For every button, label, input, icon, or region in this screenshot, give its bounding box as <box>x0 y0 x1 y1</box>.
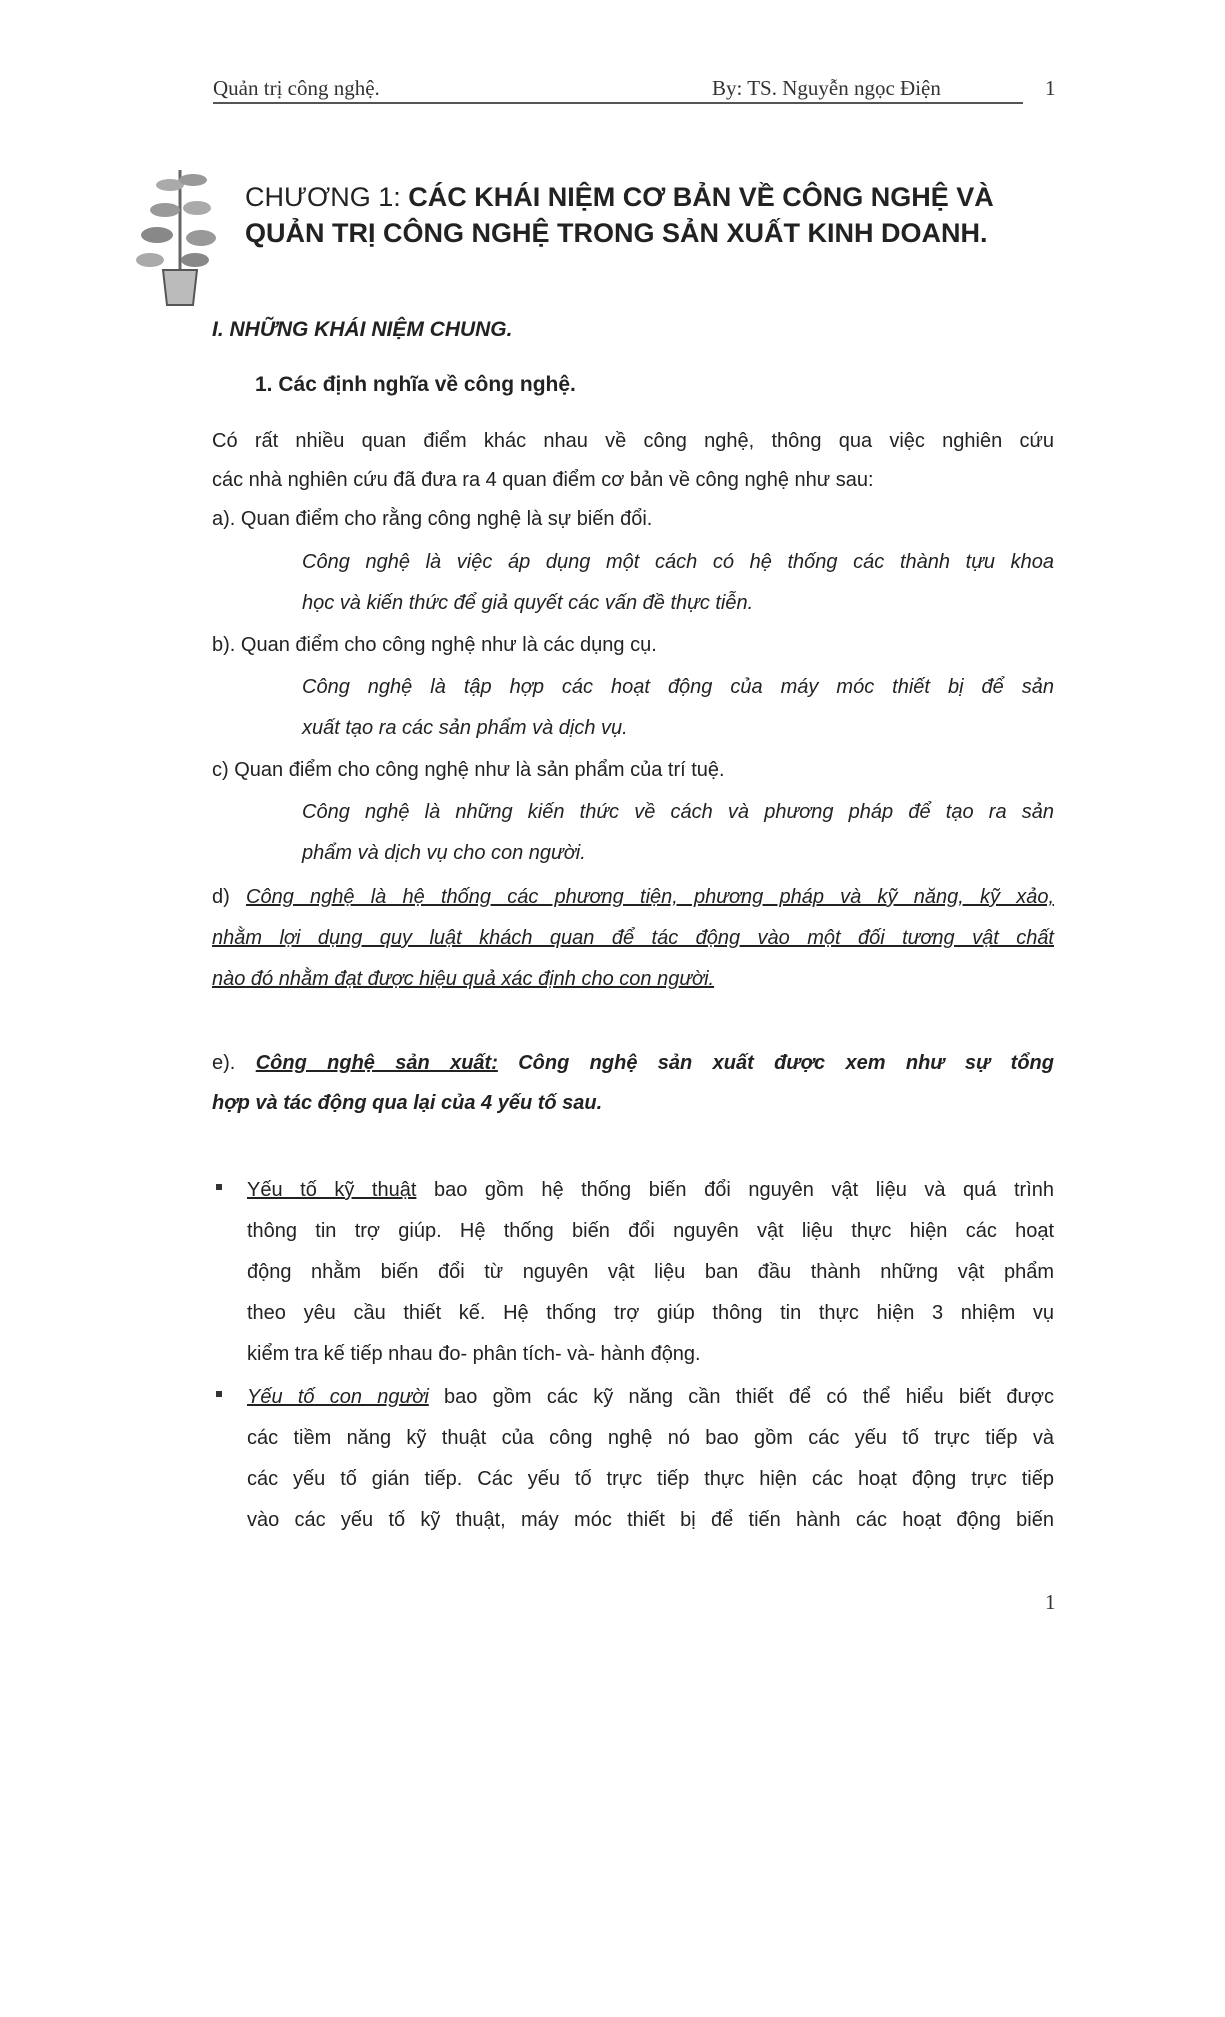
item-a-label: a). Quan điểm cho rằng công nghệ là sự biến đổi. <box>212 508 653 530</box>
item-e-text: Công nghệ sản xuất được xem như sự tổng <box>497 1052 1054 1074</box>
header-author: By: TS. Nguyễn ngọc Điện <box>712 76 941 100</box>
item-c-definition: phẩm và dịch vụ cho con người. <box>302 842 586 864</box>
item-e-term: Công nghệ sản xuất: <box>255 1052 498 1074</box>
chapter-title-text: CÁC KHÁI NIỆM CƠ BẢN VỀ CÔNG NGHỆ VÀ <box>408 182 994 212</box>
item-e-line <box>212 1049 1054 1077</box>
chapter-title-line-2: QUẢN TRỊ CÔNG NGHỆ TRONG SẢN XUẤT KINH DOANH. <box>245 218 988 248</box>
bullet-line <box>247 1383 1054 1411</box>
bullet-text: bao gồm hệ thống biến đổi nguyên vật liệu và quá trình <box>416 1179 1054 1201</box>
item-b-definition: Công nghệ là tập hợp các hoạt động của máy móc thiết bị để sản <box>302 676 1054 698</box>
item-d-label: d) <box>212 886 246 908</box>
bullet-marker <box>216 1391 222 1397</box>
bullet-text: bao gồm các kỹ năng cần thiết để có thể hiểu biết được <box>428 1386 1054 1408</box>
bullet-term: Yếu tố con người <box>247 1386 429 1408</box>
item-b-definition: xuất tạo ra các sản phẩm và dịch vụ. <box>302 717 628 739</box>
header-title: Quản trị công nghệ. <box>213 76 380 100</box>
header-page-number: 1 <box>1045 76 1056 100</box>
bullet-line: vào các yếu tố kỹ thuật, máy móc thiết bị để tiến hành các hoạt động biến <box>247 1509 1054 1531</box>
item-a-definition: Công nghệ là việc áp dụng một cách có hệ thống các thành tựu khoa <box>302 551 1054 573</box>
item-c-label: c) Quan điểm cho công nghệ như là sản phẩm của trí tuệ. <box>212 759 725 781</box>
bullet-line: thông tin trợ giúp. Hệ thống biến đổi nguyên vật liệu thực hiện các hoạt <box>247 1220 1054 1242</box>
bullet-line: động nhằm biến đổi từ nguyên vật liệu ban đầu thành những vật phẩm <box>247 1261 1054 1283</box>
bullet-line: các tiềm năng kỹ thuật của công nghệ nó bao gồm các yếu tố trực tiếp và <box>247 1427 1054 1449</box>
bullet-line: các yếu tố gián tiếp. Các yếu tố trực tiếp thực hiện các hoạt động trực tiếp <box>247 1468 1054 1490</box>
item-b-label: b). Quan điểm cho công nghệ như là các dụng cụ. <box>212 634 657 656</box>
chapter-prefix: CHƯƠNG 1: <box>245 182 409 212</box>
section-heading: I. NHỮNG KHÁI NIỆM CHUNG. <box>212 318 513 341</box>
item-d-line <box>212 883 1054 911</box>
bullet-line: kiểm tra kế tiếp nhau đo- phân tích- và- hành động. <box>247 1343 701 1365</box>
item-e-label: e). <box>212 1052 256 1074</box>
item-a-definition: học và kiến thức để giả quyết các vấn đề thực tiễn. <box>302 592 754 614</box>
footer-page-number: 1 <box>1045 1590 1056 1614</box>
plant-pot-icon <box>135 160 225 310</box>
item-d-text: Công nghệ là hệ thống các phương tiện, phương pháp và kỹ năng, kỹ xảo, <box>246 886 1054 908</box>
bullet-marker <box>216 1184 222 1190</box>
intro-line: các nhà nghiên cứu đã đưa ra 4 quan điểm cơ bản về công nghệ như sau: <box>212 469 874 491</box>
intro-line: Có rất nhiều quan điểm khác nhau về công nghệ, thông qua việc nghiên cứu <box>212 430 1054 452</box>
bullet-line: theo yêu cầu thiết kế. Hệ thống trợ giúp thông tin thực hiện 3 nhiệm vụ <box>247 1302 1054 1324</box>
item-e-line: hợp và tác động qua lại của 4 yếu tố sau. <box>212 1092 603 1114</box>
item-c-definition: Công nghệ là những kiến thức về cách và phương pháp để tạo ra sản <box>302 801 1054 823</box>
bullet-line <box>247 1176 1054 1204</box>
chapter-title-line-1 <box>245 180 994 214</box>
header-rule <box>213 102 1023 104</box>
bullet-term: Yếu tố kỹ thuật <box>247 1179 417 1201</box>
item-d-line: nhằm lợi dụng quy luật khách quan để tác động vào một đối tương vật chất <box>212 927 1054 949</box>
subsection-heading: 1. Các định nghĩa về công nghệ. <box>255 373 576 396</box>
item-d-line: nào đó nhằm đạt được hiệu quả xác định cho con người. <box>212 968 715 990</box>
